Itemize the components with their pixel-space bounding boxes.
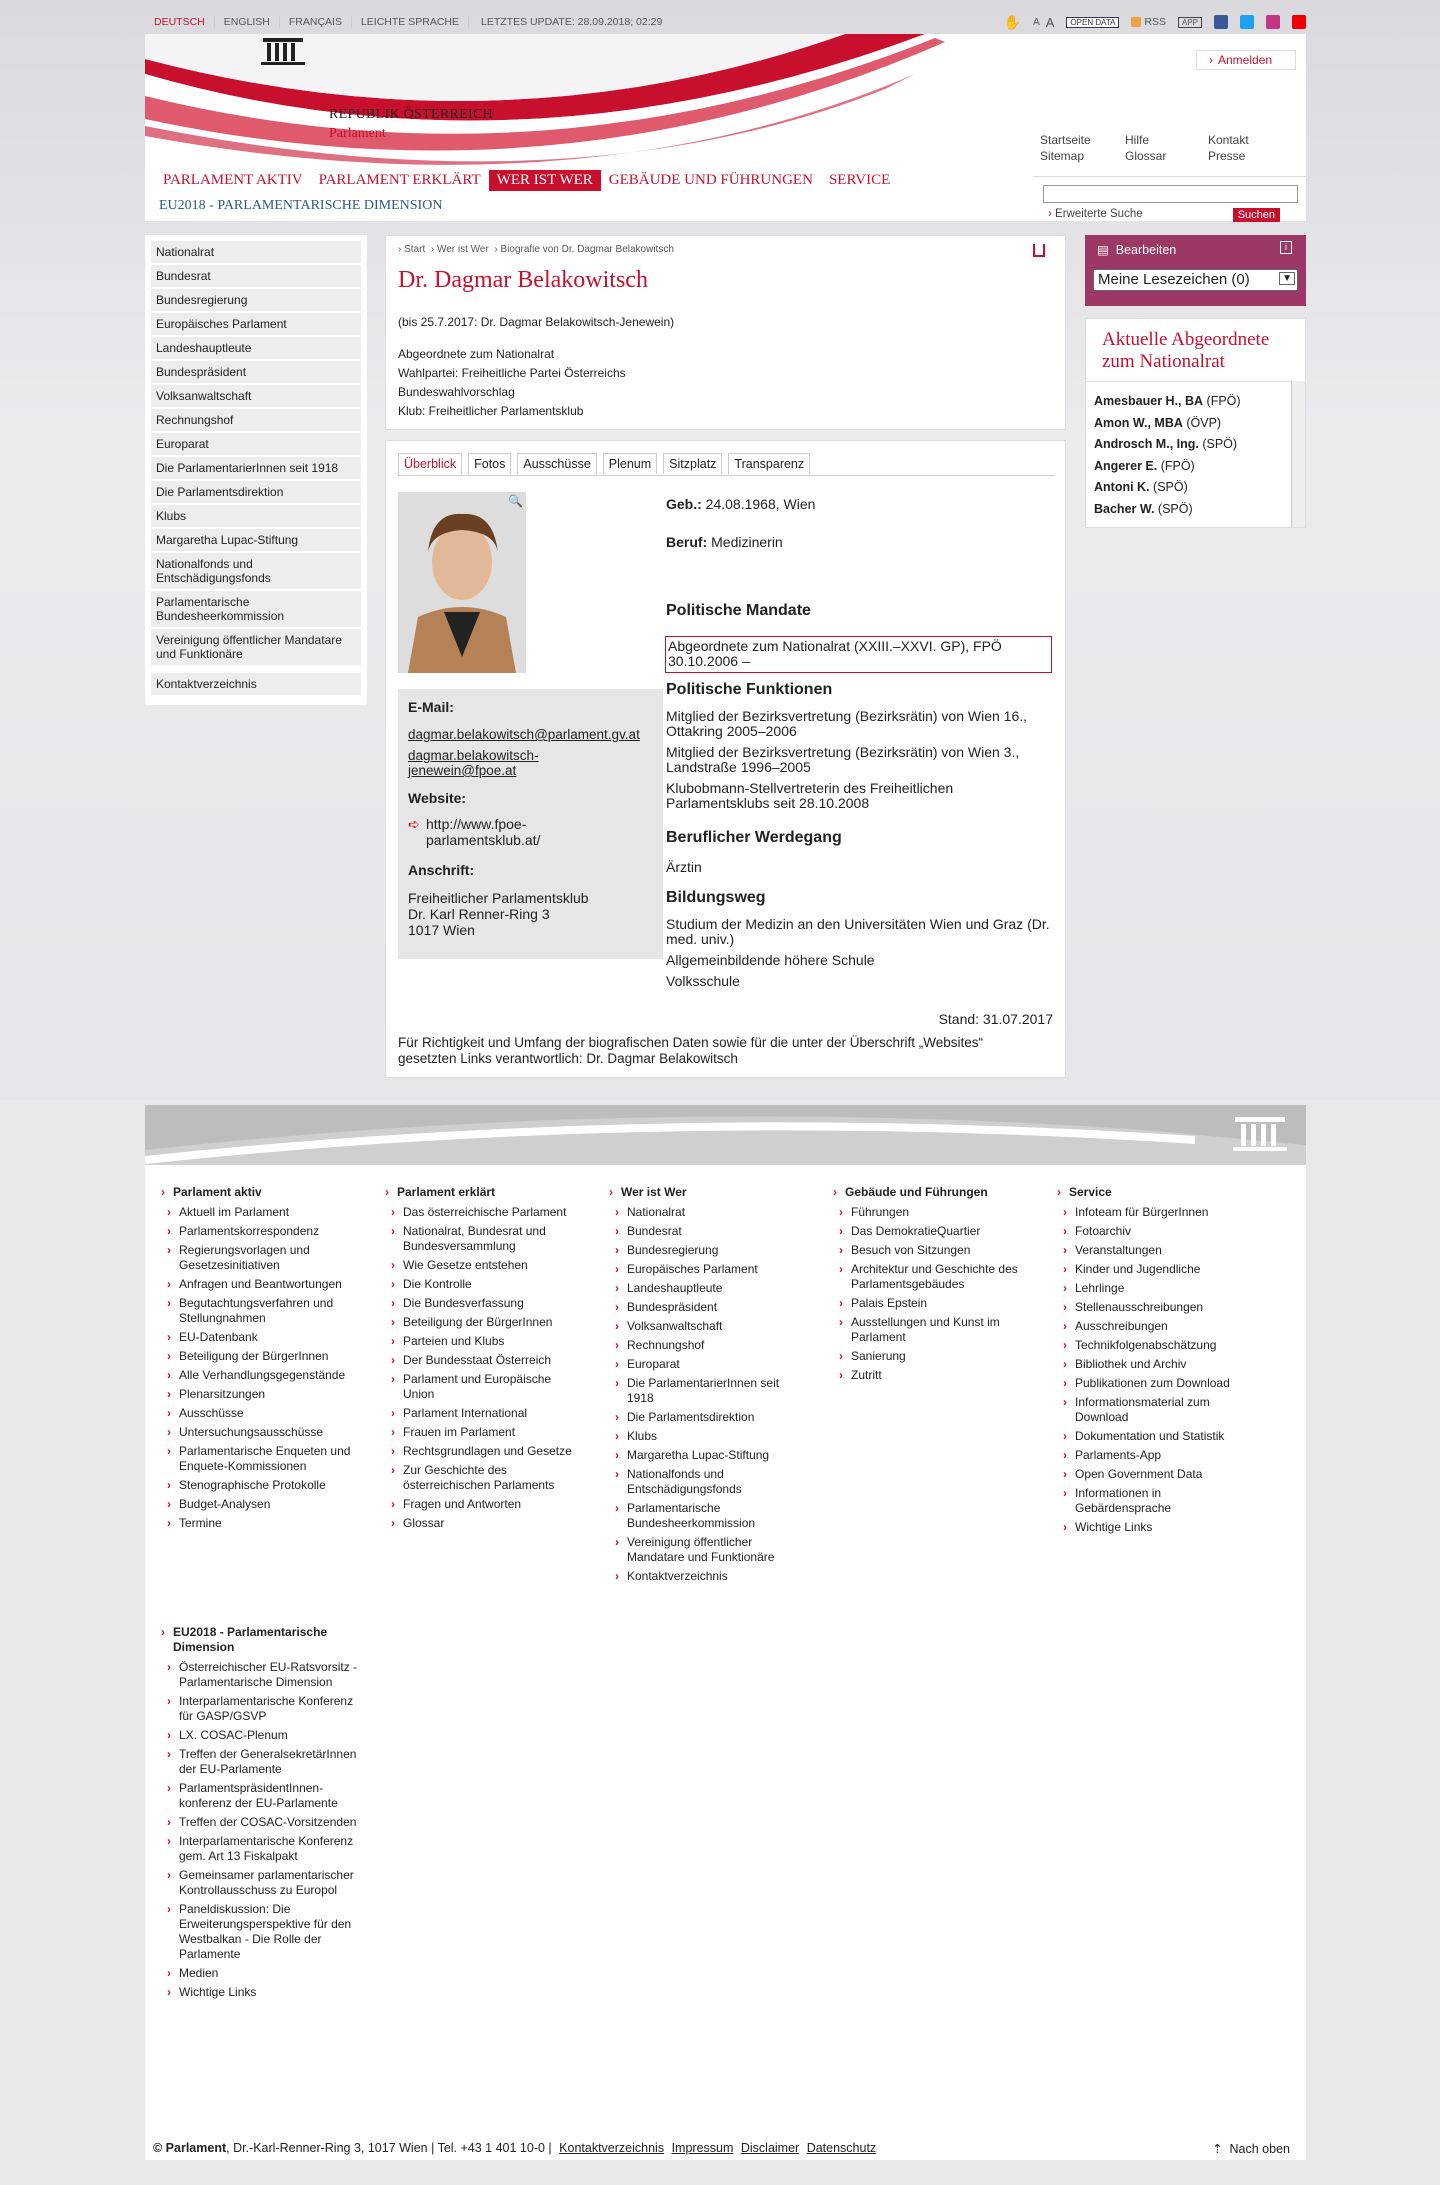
footer-link[interactable]: › Nationalfonds und Entschädigungsfonds	[607, 1467, 807, 1497]
footer-link[interactable]: › Wichtige Links	[1055, 1520, 1255, 1535]
footer-column	[383, 1185, 583, 1535]
footer-column-heading[interactable]: › EU2018 - Parlamentarische Dimension	[159, 1625, 359, 1655]
former-name: (bis 25.7.2017: Dr. Dagmar Belakowitsch-Jenewein)	[398, 315, 675, 329]
bookmark-add-icon[interactable]	[1033, 244, 1045, 257]
nav-wer-ist-wer[interactable]: WER IST WER	[489, 170, 601, 191]
email-link-1[interactable]: dagmar.belakowitsch@parlament.gv.at	[408, 727, 640, 742]
footer-link[interactable]: › Glossar	[383, 1516, 583, 1531]
last-update: LETZTES UPDATE: 28.09.2018; 02:29	[481, 16, 663, 28]
footer-link[interactable]: › Europäisches Parlament	[607, 1262, 807, 1277]
footer-link[interactable]: › Das DemokratieQuartier	[831, 1224, 1031, 1239]
footer-link[interactable]: › Dokumentation und Statistik	[1055, 1429, 1255, 1444]
member-item[interactable]	[1094, 413, 1241, 435]
education-heading	[666, 889, 766, 907]
util-col-1	[1040, 132, 1091, 164]
education-item: Volksschule	[666, 973, 740, 989]
profession-value: Medizinerin	[711, 534, 783, 550]
email-label: E-Mail:	[408, 699, 454, 715]
nav-gebaeude[interactable]: GEBÄUDE UND FÜHRUNGEN	[608, 172, 813, 188]
member-party: (SPÖ)	[1157, 501, 1193, 516]
footer-column	[831, 1185, 1031, 1387]
footer-link[interactable]: › Ausschreibungen	[1055, 1319, 1255, 1334]
footer-link[interactable]: › Parlament International	[383, 1406, 583, 1421]
footer-link[interactable]: › Medien	[159, 1966, 359, 1981]
education-item: Studium der Medizin an den Universitäten Wien und Graz (Dr. med. univ.)	[666, 916, 1050, 947]
member-name: Antoni K.	[1094, 480, 1150, 494]
footer-link[interactable]: › Ausstellungen und Kunst im Parlament	[831, 1315, 1031, 1345]
divider	[1086, 381, 1292, 382]
left-menu-item[interactable]: Margaretha Lupac-Stiftung	[151, 529, 361, 551]
footer-link-disclaimer[interactable]: Disclaimer	[740, 2141, 800, 2155]
footer-link[interactable]: › Führungen	[831, 1205, 1031, 1220]
footer-link[interactable]: › Rechtsgrundlagen und Gesetze	[383, 1444, 583, 1459]
profile-tabs	[398, 453, 810, 474]
left-menu-item[interactable]: Bundesrat	[151, 265, 361, 287]
member-party: (FPÖ)	[1160, 458, 1195, 473]
footer-link[interactable]: › Parteien und Klubs	[383, 1334, 583, 1349]
brand-republik: REPUBLIK ÖSTERREICH	[329, 107, 493, 122]
footer-link[interactable]: › Gemeinsamer parlamentarischer Kontrollausschuss zu Europol	[159, 1868, 359, 1898]
arrow-up-icon: ⇡	[1212, 2142, 1223, 2156]
member-party: (SPÖ)	[1153, 480, 1188, 494]
footer-link[interactable]: › Veranstaltungen	[1055, 1243, 1255, 1258]
functions-heading	[666, 681, 832, 699]
birth-value: 24.08.1968, Wien	[705, 496, 816, 512]
footer-link[interactable]: › Open Government Data	[1055, 1467, 1255, 1482]
info-line: Wahlpartei: Freiheitliche Partei Österreichs	[398, 366, 626, 380]
rss-icon	[1131, 17, 1141, 27]
footer-link[interactable]: › Publikationen zum Download	[1055, 1376, 1255, 1391]
footer-link[interactable]: › Die ParlamentarierInnen seit 1918	[607, 1376, 807, 1406]
footer-link[interactable]: › Nationalrat	[607, 1205, 807, 1220]
footer-link[interactable]: › Volksanwaltschaft	[607, 1319, 807, 1334]
footer-link[interactable]: › Parlamentarische Enqueten und Enquete-Kommissionen	[159, 1444, 359, 1474]
login-button[interactable]: › Anmelden	[1196, 50, 1296, 70]
nav-eu2018[interactable]: EU2018 - PARLAMENTARISCHE DIMENSION	[159, 198, 443, 213]
rss-link[interactable]: RSS	[1131, 16, 1166, 28]
breadcrumb	[398, 244, 674, 255]
members-title: Aktuelle Abgeordnete zum Nationalrat	[1102, 329, 1270, 372]
footer-link[interactable]: › Informationen in Gebärdensprache	[1055, 1486, 1255, 1516]
footer-link[interactable]: › Termine	[159, 1516, 359, 1531]
footer-link[interactable]: › Fragen und Antworten	[383, 1497, 583, 1512]
info-line: Abgeordnete zum Nationalrat	[398, 347, 555, 361]
info-line: Bundeswahlvorschlag	[398, 385, 515, 399]
contact-box	[398, 689, 663, 959]
footer-link[interactable]: › Aktuell im Parlament	[159, 1205, 359, 1220]
footer-link[interactable]: › Interparlamentarische Konferenz für GASP/GSVP	[159, 1694, 359, 1724]
heading-text: Bildungsweg	[666, 889, 766, 906]
footer-column-heading[interactable]: › Parlament aktiv	[159, 1185, 359, 1200]
website-part: parlamentsklub.at/	[426, 832, 541, 848]
crumb-chevron-icon: ›	[398, 244, 402, 255]
footer-link[interactable]: › Die Parlamentsdirektion	[607, 1410, 807, 1425]
footer-link[interactable]: › Die Kontrolle	[383, 1277, 583, 1292]
footer-link[interactable]: › Rechnungshof	[607, 1338, 807, 1353]
function-item: Klubobmann-Stellvertreterin des Freiheitlichen Parlamentsklubs seit 28.10.2008	[666, 780, 954, 811]
edit-button[interactable]: ▤ Bearbeiten	[1097, 243, 1177, 257]
footer-link[interactable]: › Treffen der COSAC-Vorsitzenden	[159, 1815, 359, 1830]
footer-link[interactable]: › Palais Epstein	[831, 1296, 1031, 1311]
font-large-button[interactable]: A	[1045, 14, 1055, 30]
left-menu	[145, 235, 367, 705]
current-members-panel	[1085, 318, 1306, 528]
sitemap-link[interactable]: Sitemap	[1040, 149, 1085, 163]
left-menu-item[interactable]: Die ParlamentarierInnen seit 1918	[151, 457, 361, 479]
heading-text: Politische Mandate	[666, 602, 811, 619]
member-party: (SPÖ)	[1202, 437, 1238, 451]
footer-link[interactable]: › Parlamentskorrespondenz	[159, 1224, 359, 1239]
portrait-photo[interactable]	[398, 492, 526, 673]
member-item[interactable]	[1094, 456, 1241, 478]
member-name: Bacher W.	[1094, 501, 1155, 516]
footer-link[interactable]: › Frauen im Parlament	[383, 1425, 583, 1440]
font-small-button[interactable]: A	[1033, 16, 1040, 28]
footer-column-heading[interactable]: › Service	[1055, 1185, 1255, 1200]
role-info	[398, 345, 626, 421]
footer-link[interactable]: › Regierungsvorlagen und Gesetzesinitiativen	[159, 1243, 359, 1273]
birth-info	[666, 496, 815, 512]
footer-link[interactable]: › Zutritt	[831, 1368, 1031, 1383]
util-col-2	[1125, 132, 1166, 164]
footer-link[interactable]: › Budget-Analysen	[159, 1497, 359, 1512]
left-menu-item[interactable]: Nationalrat	[151, 241, 361, 263]
footer-link[interactable]: › Kontaktverzeichnis	[607, 1569, 807, 1584]
left-menu-item[interactable]: Nationalfonds und Entschädigungsfonds	[151, 553, 361, 589]
footer-link[interactable]: › Parlament und Europäische Union	[383, 1372, 583, 1402]
footer-column	[159, 1625, 359, 2004]
zoom-icon[interactable]: 🔍	[508, 494, 523, 508]
footer-column-heading[interactable]: › Wer ist Wer	[607, 1185, 807, 1200]
header	[145, 34, 1306, 221]
left-menu-item[interactable]: Bundespräsident	[151, 361, 361, 383]
footer-column	[159, 1185, 359, 1535]
footer-link[interactable]: › Klubs	[607, 1429, 807, 1444]
footer-link[interactable]: › Ausschüsse	[159, 1406, 359, 1421]
footer-link[interactable]: › Stellenausschreibungen	[1055, 1300, 1255, 1315]
left-menu-item[interactable]: Volksanwaltschaft	[151, 385, 361, 407]
crumb-chevron-icon: ›	[430, 244, 435, 255]
tab-divider	[398, 475, 1055, 476]
footer-column-heading[interactable]: › Gebäude und Führungen	[831, 1185, 1031, 1200]
advanced-search-link[interactable]: › Erweiterte Suche	[1048, 208, 1143, 220]
info-line: Klub: Freiheitlicher Parlamentsklub	[398, 404, 584, 418]
util-col-3	[1208, 132, 1249, 164]
footer	[145, 1105, 1306, 2160]
profession-info	[666, 534, 783, 550]
left-menu-item[interactable]: Bundesregierung	[151, 289, 361, 311]
footer-link[interactable]: › Plenarsitzungen	[159, 1387, 359, 1402]
crumb-chevron-icon: ›	[494, 244, 498, 255]
footer-link[interactable]: › Wichtige Links	[159, 1985, 359, 2000]
footer-link[interactable]: › Stenographische Protokolle	[159, 1478, 359, 1493]
footer-link[interactable]: › Bundesregierung	[607, 1243, 807, 1258]
page-title: Dr. Dagmar Belakowitsch	[398, 267, 648, 293]
footer-column	[1055, 1185, 1255, 1539]
footer-link[interactable]: › LX. COSAC-Plenum	[159, 1728, 359, 1743]
top-bar	[145, 10, 1306, 34]
footer-link[interactable]: › Begutachtungsverfahren und Stellungnahmen	[159, 1296, 359, 1326]
footer-link[interactable]: › Margaretha Lupac-Stiftung	[607, 1448, 807, 1463]
left-menu-item[interactable]: Europarat	[151, 433, 361, 455]
address-line: 1017 Wien	[408, 922, 475, 938]
opendata-button[interactable]: OPEN DATA	[1066, 17, 1119, 28]
facebook-icon[interactable]	[1214, 15, 1228, 29]
crumb-current: Biografie von Dr. Dagmar Belakowitsch	[500, 244, 674, 255]
bookmarks-select[interactable]	[1093, 269, 1298, 291]
footer-link[interactable]: › Informationsmaterial zum Download	[1055, 1395, 1255, 1425]
footer-link[interactable]: › Kinder und Jugendliche	[1055, 1262, 1255, 1277]
footer-link[interactable]: › Beteiligung der BürgerInnen	[159, 1349, 359, 1364]
tab-plenum[interactable]: Plenum	[603, 453, 657, 474]
left-menu-item[interactable]: Vereinigung öffentlicher Mandatare und Funktionäre	[151, 629, 361, 665]
member-name: Angerer E.	[1094, 458, 1158, 473]
left-menu-item[interactable]: Rechnungshof	[151, 409, 361, 431]
copyright: © Parlament	[153, 2141, 227, 2155]
chevron-right-icon: ›	[1209, 53, 1213, 67]
education-list	[666, 917, 1056, 989]
scrollbar[interactable]	[1291, 381, 1305, 527]
tab-sitzplatz[interactable]: Sitzplatz	[663, 453, 722, 474]
nav-parlament-aktiv[interactable]: PARLAMENT AKTIV	[163, 172, 303, 188]
footer-link[interactable]: › Das österreichische Parlament	[383, 1205, 583, 1220]
member-item[interactable]	[1094, 391, 1241, 413]
footer-link[interactable]: › Alle Verhandlungsgegenstände	[159, 1368, 359, 1383]
footer-bottom	[145, 2128, 1306, 2160]
footer-link[interactable]: › Parlaments-App	[1055, 1448, 1255, 1463]
footer-link[interactable]: › EU-Datenbank	[159, 1330, 359, 1345]
portrait-illustration	[398, 492, 526, 673]
bookmarks-value: Meine Lesezeichen (0)	[1098, 271, 1250, 288]
footer-link[interactable]: › Vereinigung öffentlicher Mandatare und Funktionäre	[607, 1535, 807, 1565]
hilfe-link[interactable]: Hilfe	[1125, 133, 1150, 147]
footer-link-datenschutz[interactable]: Datenschutz	[806, 2141, 877, 2155]
footer-link[interactable]: › Bundespräsident	[607, 1300, 807, 1315]
main-nav	[155, 170, 898, 191]
search-input[interactable]	[1043, 185, 1298, 203]
footer-link[interactable]: › Untersuchungsausschüsse	[159, 1425, 359, 1440]
address-line: Dr. Karl Renner-Ring 3	[408, 906, 550, 922]
footer-link-impressum[interactable]: Impressum	[671, 2141, 734, 2155]
career-value: Ärztin	[666, 859, 702, 875]
presse-link[interactable]: Presse	[1208, 149, 1246, 163]
left-menu-item[interactable]: Europäisches Parlament	[151, 313, 361, 335]
left-menu-item[interactable]: Die Parlamentsdirektion	[151, 481, 361, 503]
member-item[interactable]	[1094, 499, 1241, 521]
left-menu-item[interactable]: Klubs	[151, 505, 361, 527]
website-label: Website:	[408, 790, 467, 806]
search-area	[1033, 176, 1306, 223]
profile-header-card	[385, 235, 1066, 430]
crumb-wer-ist-wer[interactable]: Wer ist Wer	[436, 244, 489, 255]
member-item[interactable]	[1094, 477, 1241, 499]
search-button[interactable]: Suchen	[1233, 208, 1280, 222]
member-name: Androsch M., Ing.	[1094, 437, 1199, 451]
mandate-box: Abgeordnete zum Nationalrat (XXIII.–XXVI. GP), FPÖ 30.10.2006 –	[665, 636, 1052, 673]
edit-icon: ▤	[1097, 243, 1109, 257]
heading-text: Politische Funktionen	[666, 681, 833, 698]
profession-label: Beruf:	[666, 534, 708, 550]
footer-column	[607, 1185, 807, 1588]
footer-link-kontakt[interactable]: Kontaktverzeichnis	[559, 2141, 665, 2155]
address	[408, 890, 653, 938]
tab-transparenz[interactable]: Transparenz	[728, 453, 810, 474]
education-item: Allgemeinbildende höhere Schule	[666, 952, 875, 968]
nav-parlament-erklaert[interactable]: PARLAMENT ERKLÄRT	[318, 172, 481, 188]
chevron-right-icon: ›	[1048, 208, 1052, 220]
footer-address: , Dr.-Karl-Renner-Ring 3, 1017 Wien | Tel. +43 1 401 10-0 |	[226, 2141, 552, 2155]
member-party: (FPÖ)	[1206, 394, 1241, 408]
footer-link[interactable]: › Treffen der GeneralsekretärInnen der EU-Parlamente	[159, 1747, 359, 1777]
crumb-start[interactable]: Start	[404, 244, 426, 255]
footer-link[interactable]: › Anfragen und Beantwortungen	[159, 1277, 359, 1292]
lang-francais[interactable]: FRANÇAIS	[280, 16, 352, 28]
footer-link[interactable]: › Europarat	[607, 1357, 807, 1372]
email-link-2[interactable]	[408, 748, 653, 778]
footer-link[interactable]: › Technikfolgenabschätzung	[1055, 1338, 1255, 1353]
footer-link[interactable]: › Bibliothek und Archiv	[1055, 1357, 1255, 1372]
left-menu-item[interactable]: Kontaktverzeichnis	[151, 673, 361, 695]
email-part: jenewein@fpoe.at	[408, 763, 517, 778]
footer-link[interactable]: › Die Bundesverfassung	[383, 1296, 583, 1311]
website-link[interactable]	[408, 816, 653, 848]
external-link-icon: ➪	[408, 816, 420, 832]
footer-link[interactable]: › Paneldiskussion: Die Erweiterungsperspektive für den Westbalkan - Die Rolle der Parlamente	[159, 1902, 359, 1962]
tab-ueberblick[interactable]: Überblick	[398, 453, 462, 474]
career-heading	[666, 829, 842, 847]
footer-link[interactable]: › Lehrlinge	[1055, 1281, 1255, 1296]
footer-link[interactable]: › Österreichischer EU-Ratsvorsitz - Parlamentarische Dimension	[159, 1660, 359, 1690]
twitter-icon[interactable]	[1240, 15, 1254, 29]
email-part: dagmar.belakowitsch-	[408, 748, 539, 763]
left-menu-item[interactable]: Landeshauptleute	[151, 337, 361, 359]
stand-date: Stand: 31.07.2017	[938, 1011, 1053, 1027]
footer-link[interactable]: › Beteiligung der BürgerInnen	[383, 1315, 583, 1330]
footer-link[interactable]: › Architektur und Geschichte des Parlamentsgebäudes	[831, 1262, 1031, 1292]
footer-column-heading[interactable]: › Parlament erklärt	[383, 1185, 583, 1200]
left-menu-item[interactable]: Parlamentarische Bundesheerkommission	[151, 591, 361, 627]
app-button[interactable]: APP	[1178, 17, 1202, 28]
website-part: http://www.fpoe-	[426, 816, 527, 832]
footer-link[interactable]: › ParlamentspräsidentInnen-konferenz der EU-Parlamente	[159, 1781, 359, 1811]
members-list	[1094, 391, 1241, 520]
footer-link[interactable]: › Sanierung	[831, 1349, 1031, 1364]
sign-language-icon[interactable]: ✋	[1003, 13, 1022, 30]
address-label: Anschrift:	[408, 862, 475, 878]
chevron-down-icon: ▼	[1279, 272, 1295, 285]
member-name: Amesbauer H., BA	[1094, 394, 1204, 408]
functions-list	[666, 709, 1051, 811]
footer-link[interactable]: › Nationalrat, Bundesrat und Bundesversammlung	[383, 1224, 583, 1254]
lang-english[interactable]: ENGLISH	[215, 16, 280, 28]
back-to-top-link[interactable]: ⇡ Nach oben	[1212, 2142, 1290, 2156]
member-party: (ÖVP)	[1186, 415, 1222, 430]
lang-leichte-sprache[interactable]: LEICHTE SPRACHE	[352, 16, 469, 28]
startseite-link[interactable]: Startseite	[1040, 133, 1091, 147]
footer-link[interactable]: › Landeshauptleute	[607, 1281, 807, 1296]
address-line: Freiheitlicher Parlamentsklub	[408, 890, 589, 906]
edit-panel	[1085, 235, 1306, 306]
nav-service[interactable]: SERVICE	[828, 172, 891, 188]
glossar-link[interactable]: Glossar	[1125, 149, 1167, 163]
disclaimer-note: Für Richtigkeit und Umfang der biografischen Daten sowie für die unter der Überschrift „Websites“ gesetzten Links verantwortlich: Dr. Dagmar Belakowitsch	[398, 1035, 984, 1066]
footer-link[interactable]: › Interparlamentarische Konferenz gem. Art 13 Fiskalpakt	[159, 1834, 359, 1864]
lang-deutsch[interactable]: DEUTSCH	[145, 16, 215, 28]
footer-link[interactable]: › Wie Gesetze entstehen	[383, 1258, 583, 1273]
tab-fotos[interactable]: Fotos	[468, 453, 511, 474]
footer-link[interactable]: › Besuch von Sitzungen	[831, 1243, 1031, 1258]
brand-parlament: Parlament	[329, 126, 386, 141]
footer-link[interactable]: › Bundesrat	[607, 1224, 807, 1239]
function-item: Mitglied der Bezirksvertretung (Bezirksrätin) von Wien 3., Landstraße 1996–2005	[666, 744, 1020, 775]
info-icon[interactable]: i	[1280, 241, 1292, 254]
footer-link[interactable]: › Infoteam für BürgerInnen	[1055, 1205, 1255, 1220]
function-item: Mitglied der Bezirksvertretung (Bezirksrätin) von Wien 16., Ottakring 2005–2006	[666, 708, 1028, 739]
kontakt-link[interactable]: Kontakt	[1208, 133, 1249, 147]
heading-text: Beruflicher Werdegang	[666, 829, 842, 846]
youtube-icon[interactable]	[1292, 15, 1306, 29]
member-item[interactable]	[1094, 434, 1241, 456]
member-name: Amon W., MBA	[1094, 415, 1183, 430]
mandate-heading	[666, 602, 811, 620]
footer-link[interactable]: › Parlamentarische Bundesheerkommission	[607, 1501, 807, 1531]
footer-link[interactable]: › Der Bundesstaat Österreich	[383, 1353, 583, 1368]
birth-label: Geb.:	[666, 496, 702, 512]
profile-card	[385, 440, 1066, 1078]
footer-link[interactable]: › Zur Geschichte des österreichischen Parlaments	[383, 1463, 583, 1493]
instagram-icon[interactable]	[1266, 15, 1280, 29]
tab-ausschuesse[interactable]: Ausschüsse	[517, 453, 596, 474]
footer-link[interactable]: › Fotoarchiv	[1055, 1224, 1255, 1239]
footer-banner	[145, 1105, 1306, 1165]
